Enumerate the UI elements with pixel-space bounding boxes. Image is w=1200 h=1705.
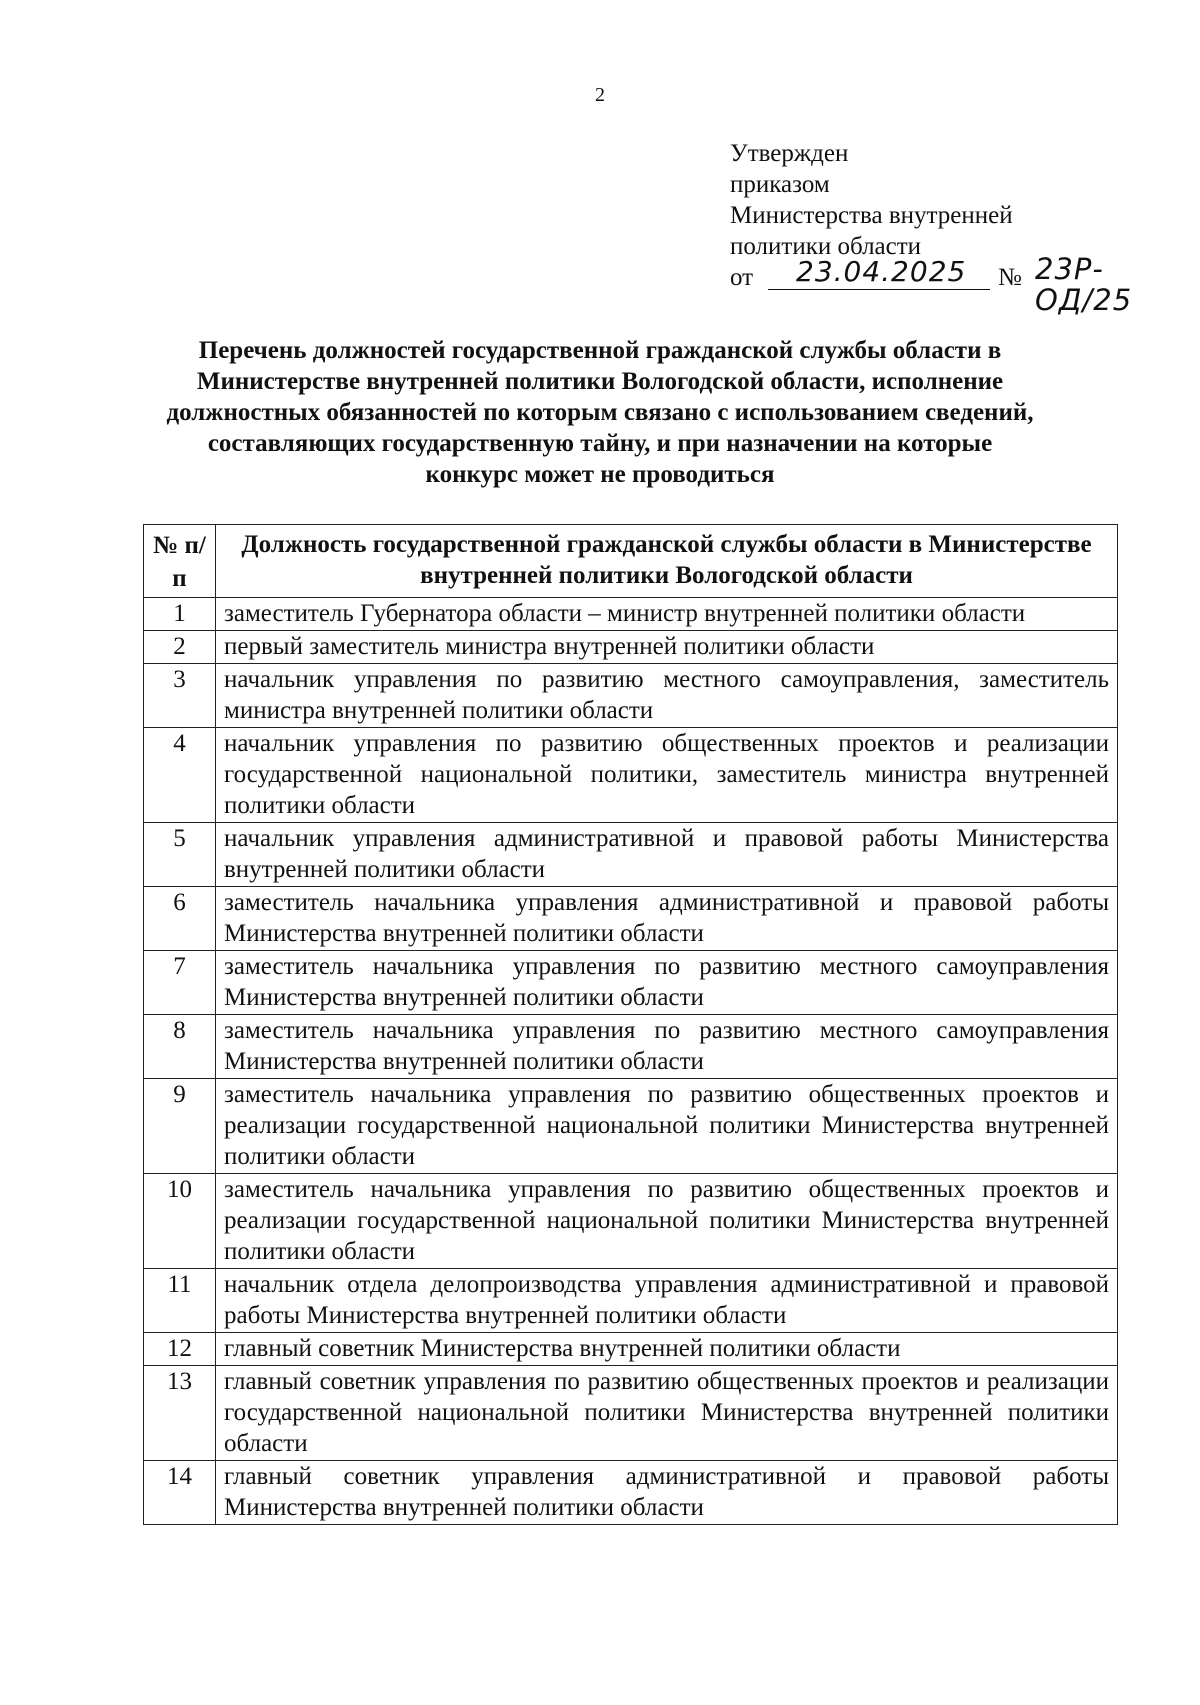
approval-block: [730, 138, 1133, 317]
approval-date-line: [730, 252, 1133, 317]
row-position-text: начальник управления по развитию местного самоуправления, заместитель министра внутренней политики области: [216, 664, 1118, 728]
row-position-text: начальник управления по развитию общественных проектов и реализации государственной национальной политики, заместитель министра внутренней политики области: [216, 728, 1118, 823]
row-number: 1: [144, 598, 216, 631]
table-row: [144, 1015, 1118, 1079]
row-number: 7: [144, 951, 216, 1015]
row-position-text: заместитель Губернатора области – министр внутренней политики области: [216, 598, 1118, 631]
table-row: [144, 598, 1118, 631]
row-position-text: заместитель начальника управления по развитию общественных проектов и реализации государственной национальной политики Министерства внутренней политики области: [216, 1174, 1118, 1269]
row-position-text: первый заместитель министра внутренней политики области: [216, 631, 1118, 664]
row-number: 6: [144, 887, 216, 951]
row-number: 13: [144, 1366, 216, 1461]
header-number: № п/п: [144, 525, 216, 598]
row-number: 14: [144, 1461, 216, 1525]
row-number: 10: [144, 1174, 216, 1269]
row-position-text: главный советник управления административной и правовой работы Министерства внутренней политики области: [216, 1461, 1118, 1525]
handwritten-date: 23.04.2025: [796, 255, 967, 288]
row-position-text: заместитель начальника управления по развитию местного самоуправления Министерства внутренней политики области: [216, 1015, 1118, 1079]
table-row: [144, 887, 1118, 951]
row-number: 4: [144, 728, 216, 823]
row-number: 12: [144, 1333, 216, 1366]
row-number: 9: [144, 1079, 216, 1174]
row-number: 8: [144, 1015, 216, 1079]
row-position-text: начальник управления административной и правовой работы Министерства внутренней политики области: [216, 823, 1118, 887]
approval-line-3: Министерства внутренней: [730, 202, 1013, 229]
table-body: [144, 598, 1118, 1525]
row-position-text: заместитель начальника управления по развитию местного самоуправления Министерства внутренней политики области: [216, 951, 1118, 1015]
row-position-text: главный советник Министерства внутренней политики области: [216, 1333, 1118, 1366]
approval-line-4: политики области: [730, 233, 922, 260]
page-number: 2: [595, 84, 605, 106]
row-position-text: главный советник управления по развитию общественных проектов и реализации государственной национальной политики Министерства внутренней политики области: [216, 1366, 1118, 1461]
table-row: [144, 631, 1118, 664]
table-header-row: [144, 525, 1118, 598]
table-row: [144, 1333, 1118, 1366]
table-row: [144, 1461, 1118, 1525]
table-row: [144, 1366, 1118, 1461]
table-row: [144, 664, 1118, 728]
date-underline: [768, 289, 990, 290]
row-number: 2: [144, 631, 216, 664]
row-position-text: заместитель начальника управления по развитию общественных проектов и реализации государственной национальной политики Министерства внутренней политики области: [216, 1079, 1118, 1174]
row-position-text: начальник отдела делопроизводства управления административной и правовой работы Министерства внутренней политики области: [216, 1269, 1118, 1333]
table-row: [144, 823, 1118, 887]
handwritten-order-number: 23Р-ОД/25: [1035, 252, 1133, 317]
header-position: Должность государственной гражданской службы области в Министерстве внутренней политики Вологодской области: [216, 525, 1118, 598]
approval-line-2: приказом: [730, 171, 830, 198]
table-row: [144, 1269, 1118, 1333]
table-row: [144, 951, 1118, 1015]
row-number: 11: [144, 1269, 216, 1333]
positions-table: [143, 524, 1118, 1525]
approval-line-1: Утвержден: [730, 140, 849, 167]
date-prefix: от: [730, 264, 754, 291]
row-position-text: заместитель начальника управления административной и правовой работы Министерства внутренней политики области: [216, 887, 1118, 951]
table-row: [144, 1079, 1118, 1174]
number-prefix: №: [998, 264, 1022, 291]
table-row: [144, 1174, 1118, 1269]
document-title: Перечень должностей государственной гражданской службы области в Министерстве внутренней политики Вологодской области, исполнение должностных обязанностей по которым связано с использованием сведений, составляющих государственную тайну, и при назначении на которые конкурс может не проводиться: [166, 337, 1034, 488]
row-number: 3: [144, 664, 216, 728]
table-row: [144, 728, 1118, 823]
row-number: 5: [144, 823, 216, 887]
